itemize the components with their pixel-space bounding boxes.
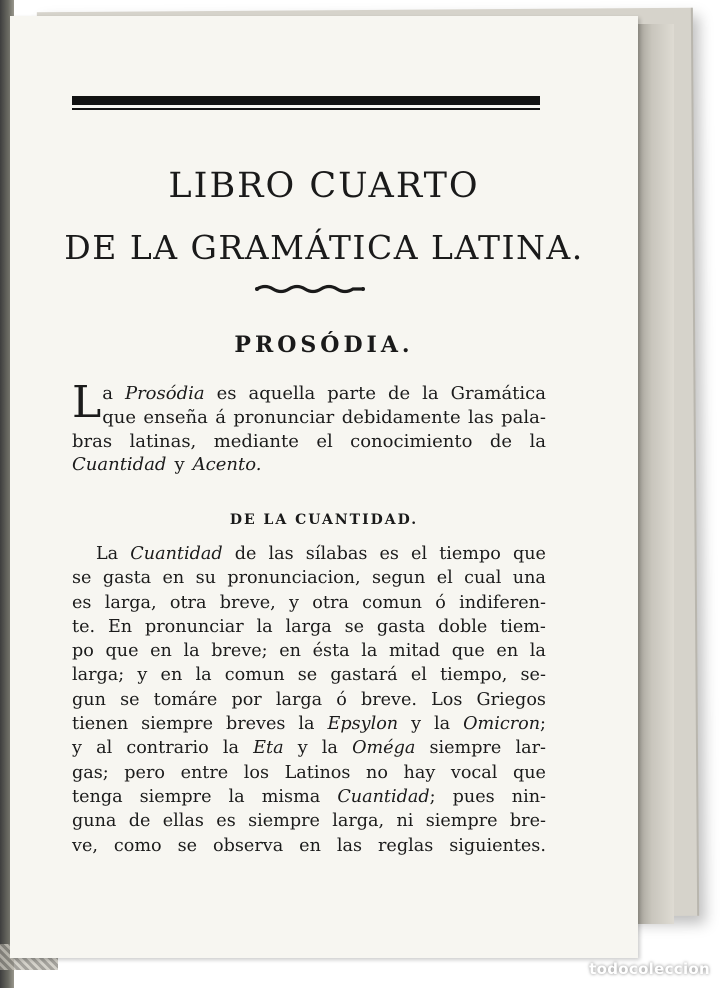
book-title: LIBRO CUARTO	[168, 166, 480, 206]
word: en	[150, 641, 172, 662]
word: tenga	[72, 786, 123, 807]
word: nin-	[511, 786, 546, 807]
italic-term: Cuantidad	[72, 454, 167, 476]
word: la	[321, 738, 338, 759]
word: se	[72, 568, 92, 589]
intro-lines	[72, 377, 546, 477]
word: tomáre	[153, 689, 218, 710]
word: breves	[225, 714, 286, 735]
word: po	[72, 641, 94, 662]
word: tienen	[72, 714, 129, 735]
word: comun	[224, 665, 285, 686]
text-line	[72, 834, 546, 858]
text-line	[102, 406, 546, 430]
word: gasta	[376, 616, 426, 637]
word: el	[411, 544, 428, 564]
word: y	[289, 592, 299, 613]
word: es	[216, 383, 237, 404]
word: en	[160, 665, 183, 686]
word: a	[102, 383, 113, 404]
word: comun	[362, 592, 422, 613]
word: es	[72, 592, 92, 613]
word: indiferen-	[459, 592, 546, 613]
word: la	[361, 641, 378, 662]
book-page	[10, 16, 638, 958]
word: Gramática	[450, 383, 546, 404]
text-line	[72, 591, 546, 615]
word: segun	[371, 568, 426, 589]
word: es	[379, 544, 399, 564]
punctuation: ;	[429, 786, 436, 807]
text-line	[72, 688, 546, 712]
word: cual	[464, 568, 502, 589]
word: parte	[327, 383, 376, 404]
word: gas;	[72, 762, 109, 783]
word: misma	[261, 786, 321, 807]
word: guna	[72, 811, 117, 832]
word: y	[174, 454, 185, 476]
word: y	[297, 738, 308, 759]
word: ó	[435, 592, 446, 613]
word: es	[216, 811, 236, 832]
word: Griegos	[476, 689, 546, 710]
word: tiem-	[500, 616, 546, 637]
word: ó	[336, 689, 347, 710]
word: que	[512, 544, 546, 564]
word: otra	[169, 592, 207, 613]
word: que	[102, 406, 136, 428]
italic-term: Prosódia	[124, 383, 205, 404]
word: siempre	[141, 714, 213, 735]
word: la	[298, 714, 315, 735]
word: te.	[72, 616, 96, 637]
word: larga	[275, 689, 323, 710]
word: su	[195, 568, 216, 589]
text-line	[72, 761, 546, 785]
word: entre	[180, 762, 229, 783]
italic-term: Cuantidad;	[337, 786, 436, 807]
word: la	[222, 738, 240, 759]
word: en	[299, 835, 321, 856]
word: tiempo,	[440, 665, 508, 686]
word: la	[183, 641, 200, 662]
word: como	[113, 835, 162, 856]
word: el	[316, 430, 333, 452]
word: la	[256, 616, 273, 637]
word: bras	[72, 430, 113, 452]
word: se	[120, 689, 140, 710]
word: se-	[520, 665, 546, 686]
text-line	[72, 809, 546, 833]
word: las	[268, 544, 294, 564]
word: mediante	[213, 430, 299, 452]
word: ve,	[72, 835, 98, 856]
italic-term: Epsylon	[327, 714, 399, 735]
word: lar-	[515, 738, 546, 759]
word: debidamente	[341, 406, 461, 428]
body-paragraph	[72, 542, 546, 858]
word: Latinos	[284, 762, 351, 783]
word: contrario	[126, 738, 209, 759]
word: En	[107, 616, 133, 637]
italic-term: Cuantidad	[130, 544, 223, 564]
word: latinas,	[129, 430, 197, 452]
text-line	[72, 712, 546, 736]
word: siempre	[425, 811, 498, 832]
word: siempre	[429, 738, 502, 759]
text-line	[72, 639, 546, 663]
word: doble	[438, 616, 488, 637]
text-line	[72, 615, 546, 639]
word: en	[279, 641, 301, 662]
italic-term: Eta	[253, 738, 284, 759]
word: que	[512, 762, 546, 783]
word: pronunciar	[233, 406, 335, 428]
word: y	[72, 738, 82, 759]
word: se	[344, 616, 365, 637]
word: breve;	[211, 641, 268, 662]
word: no	[366, 762, 388, 783]
word: el	[410, 665, 427, 686]
word: pronunciacion,	[227, 568, 361, 589]
word: en	[496, 641, 519, 662]
word: al	[96, 738, 113, 759]
word: tiempo	[439, 544, 501, 564]
word: gasta	[102, 568, 152, 589]
word: otra	[312, 592, 349, 613]
word: las	[468, 406, 494, 428]
word: larga,	[104, 592, 157, 613]
word: en	[162, 568, 185, 589]
ornament-divider-icon	[255, 282, 365, 296]
word: pronunciar	[144, 616, 244, 637]
word: observa	[213, 835, 284, 856]
word: á	[215, 406, 226, 428]
subheading: DE LA CUANTIDAD.	[229, 512, 419, 528]
book-subtitle: DE LA GRAMÁTICA LATINA.	[64, 228, 584, 267]
word: las	[336, 835, 363, 856]
text-line	[72, 453, 546, 477]
word: de	[387, 383, 411, 404]
section-heading: PROSÓDIA.	[234, 332, 414, 358]
word: que	[451, 641, 485, 662]
word: siempre	[248, 811, 320, 832]
word: Los	[431, 689, 463, 710]
word: gastará	[330, 665, 398, 686]
text-line	[72, 566, 546, 590]
word: la	[195, 665, 212, 686]
word: pala-	[501, 406, 546, 428]
word: y	[411, 714, 422, 735]
word: ni	[396, 811, 414, 832]
italic-term: Oméga	[352, 738, 416, 759]
text-line	[102, 382, 546, 406]
word: se	[297, 665, 318, 686]
word: larga,	[332, 811, 385, 832]
word: la	[422, 383, 439, 404]
word: de	[489, 430, 513, 452]
word: vocal	[450, 762, 498, 783]
word: siguientes.	[449, 835, 546, 856]
word: La	[96, 544, 119, 564]
word: el	[436, 568, 453, 589]
word: hay	[403, 762, 436, 783]
word: conocimiento	[350, 430, 473, 452]
text-line	[72, 785, 546, 809]
word: bre-	[509, 811, 546, 832]
facing-page-edge	[634, 24, 674, 924]
text-line	[72, 736, 546, 760]
word: sílabas	[305, 544, 368, 564]
word: mitad	[389, 641, 441, 662]
word: breve,	[219, 592, 276, 613]
word: una	[512, 568, 546, 589]
watermark: todocoleccion	[589, 960, 710, 978]
word: larga	[285, 616, 332, 637]
word: de	[128, 811, 151, 832]
italic-term: Acento.	[192, 454, 262, 476]
word: la	[434, 714, 451, 735]
drop-cap: L	[72, 377, 102, 428]
word: pues	[452, 786, 495, 807]
word: siempre	[139, 786, 212, 807]
word: la	[529, 430, 546, 452]
text-line	[72, 663, 546, 687]
header-rule-thin	[72, 108, 540, 110]
word: gun	[72, 689, 106, 710]
word: de	[234, 544, 257, 564]
text-line	[72, 542, 546, 566]
word: ellas	[162, 811, 204, 832]
word: larga;	[72, 665, 125, 686]
word: que	[105, 641, 139, 662]
word: pero	[124, 762, 165, 783]
word: se	[177, 835, 198, 856]
italic-term: Omicron;	[463, 714, 546, 735]
word: y	[137, 665, 148, 686]
word: los	[243, 762, 270, 783]
word: la	[228, 786, 245, 807]
word: enseña	[143, 406, 208, 428]
word: ésta	[312, 641, 350, 662]
word: por	[231, 689, 262, 710]
word: breve.	[360, 689, 417, 710]
header-rule-thick	[72, 96, 540, 105]
intro-paragraph	[72, 377, 546, 477]
word: reglas	[378, 835, 434, 856]
punctuation: ;	[540, 714, 546, 735]
text-line	[72, 430, 546, 454]
word: la	[529, 641, 546, 662]
word: aquella	[248, 383, 316, 404]
